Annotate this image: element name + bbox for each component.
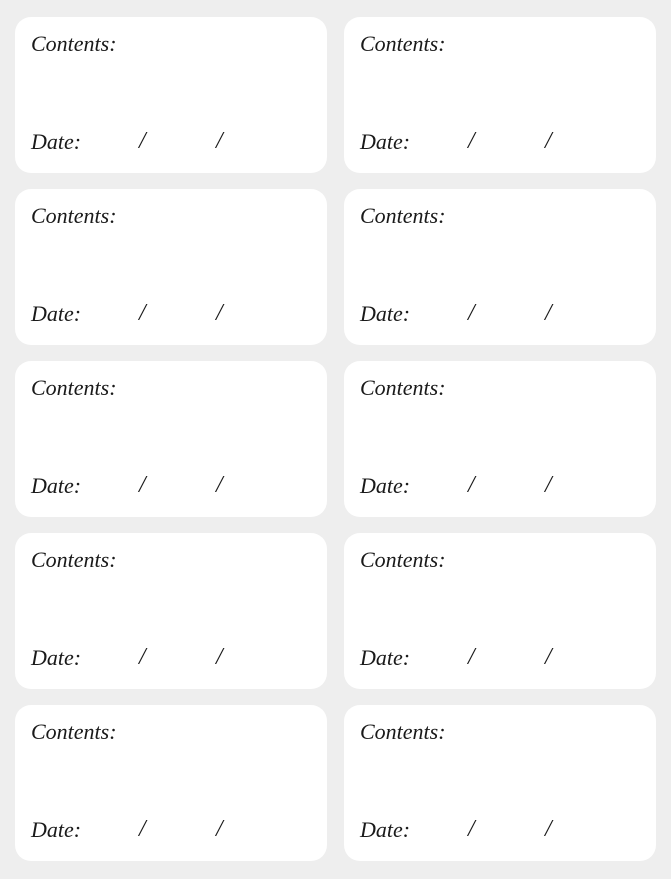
label-card	[15, 361, 327, 517]
date-label: Date:	[31, 129, 82, 154]
date-label: Date:	[31, 473, 82, 498]
contents-label: Contents:	[360, 719, 446, 744]
date-separator: /	[468, 128, 475, 154]
date-separator: /	[545, 472, 552, 498]
contents-label: Contents:	[360, 547, 446, 572]
date-label: Date:	[360, 817, 411, 842]
date-label: Date:	[31, 645, 82, 670]
date-separator: /	[139, 300, 146, 326]
label-card	[344, 189, 656, 345]
label-card	[344, 17, 656, 173]
label-card	[344, 533, 656, 689]
date-separator: /	[216, 300, 223, 326]
date-separator: /	[545, 644, 552, 670]
label-card	[15, 533, 327, 689]
date-label: Date:	[360, 301, 411, 326]
date-label: Date:	[360, 473, 411, 498]
label-card	[344, 361, 656, 517]
date-separator: /	[216, 816, 223, 842]
contents-label: Contents:	[31, 31, 117, 56]
label-card	[15, 189, 327, 345]
date-separator: /	[216, 644, 223, 670]
date-label: Date:	[31, 301, 82, 326]
date-label: Date:	[360, 129, 411, 154]
date-separator: /	[139, 644, 146, 670]
contents-label: Contents:	[31, 203, 117, 228]
contents-label: Contents:	[31, 547, 117, 572]
contents-label: Contents:	[360, 203, 446, 228]
contents-label: Contents:	[360, 375, 446, 400]
date-label: Date:	[360, 645, 411, 670]
date-separator: /	[468, 816, 475, 842]
date-separator: /	[468, 472, 475, 498]
contents-label: Contents:	[31, 719, 117, 744]
date-separator: /	[139, 472, 146, 498]
date-separator: /	[545, 816, 552, 842]
date-separator: /	[468, 300, 475, 326]
date-separator: /	[545, 300, 552, 326]
date-separator: /	[216, 472, 223, 498]
contents-label: Contents:	[31, 375, 117, 400]
label-card	[15, 17, 327, 173]
date-separator: /	[139, 816, 146, 842]
contents-label: Contents:	[360, 31, 446, 56]
date-separator: /	[216, 128, 223, 154]
date-separator: /	[468, 644, 475, 670]
label-card	[15, 705, 327, 861]
date-separator: /	[139, 128, 146, 154]
date-label: Date:	[31, 817, 82, 842]
label-card	[344, 705, 656, 861]
date-separator: /	[545, 128, 552, 154]
